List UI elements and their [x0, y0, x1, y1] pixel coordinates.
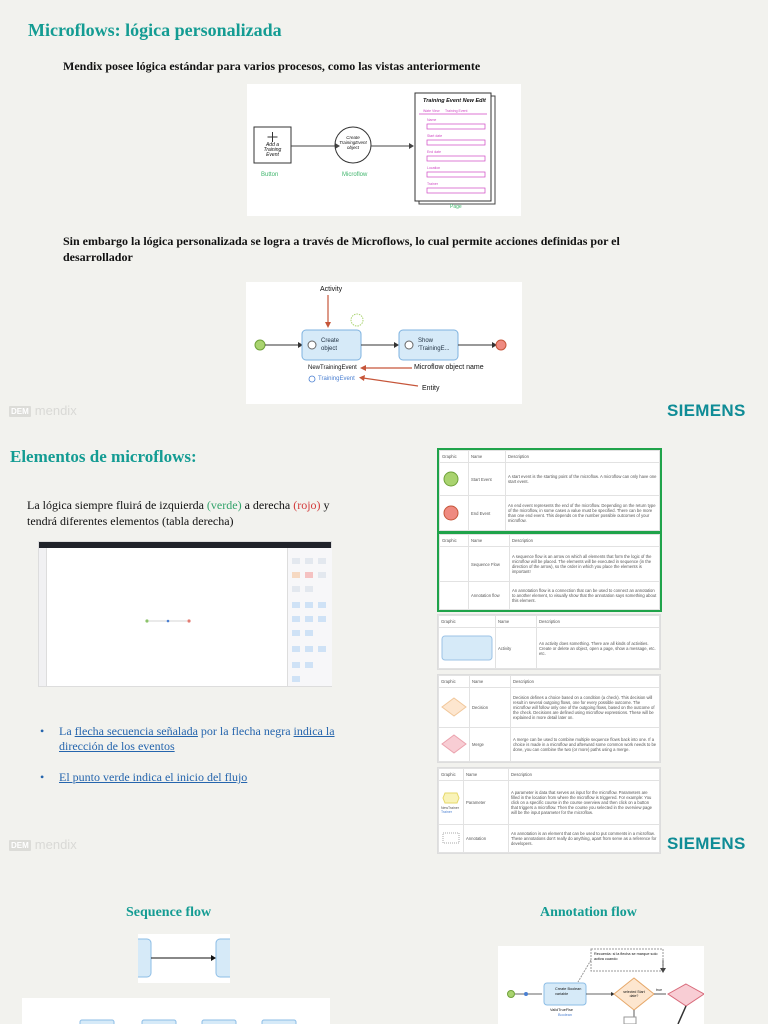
annotation-flow-desc: An annotation flow is a connection that can be used to connect an annotation to another element, to visually show that the annotation says something about this element. — [510, 582, 660, 610]
merge-icon — [439, 727, 470, 761]
activity-desc: An activity does something. There are all kinds of activities. Create or delete an object, open a page, show a message, etc. etc. — [537, 628, 660, 669]
annotation-flow-icon — [440, 582, 469, 610]
create-boolean-box: Create Boolean variable — [555, 987, 582, 996]
events-header-name: Name — [469, 451, 506, 463]
activity-header-graphic: Graphic — [439, 616, 496, 628]
studio-screenshot — [38, 541, 332, 687]
mendix-logo-2 — [9, 837, 77, 852]
merge-name: Merge — [470, 727, 511, 761]
flows-table — [437, 532, 662, 612]
entity-reference: TrainingEvent — [318, 376, 355, 382]
start-point-link[interactable]: El punto verde indica el inicio del flujo — [59, 770, 248, 784]
flows-header-name: Name — [469, 535, 510, 547]
page-field-1: Name — [427, 118, 437, 122]
end-event-name: End Event — [469, 496, 506, 531]
bullet-2-dot: • — [40, 770, 45, 784]
annotation-desc: An annotation is an element that can be used to put comments in a microflow. These annotations don't really do anything, apart from serve as a reference for developers. — [509, 824, 660, 852]
split-header-desc: Description — [511, 676, 660, 688]
sequence-flow-icon — [440, 547, 469, 582]
bullet-2-text — [59, 770, 340, 785]
parameter-desc: A parameter is data that serves as input for the microflow. Parameters are filled in the location from where the microflow is triggered. For example: You click on a specific course in the course overview and then click on a button that triggers a microflow. Then the course you selected in the overview page will be the input parameter for the microflow. — [509, 781, 660, 825]
end-event-icon — [440, 496, 469, 531]
annotation-note: Recuerda: si la flecha se marque solo activa cuando — [594, 952, 658, 961]
mendix-badge-1: DEM — [11, 407, 29, 417]
start-event-name: Start Event — [469, 463, 506, 496]
bullet-1-text — [59, 724, 340, 754]
activity-table — [437, 614, 661, 670]
parameter-graphic-label: NewTrainer — [441, 805, 459, 810]
microflow-circle-text: Create TrainingEvent object — [339, 135, 367, 150]
annotation-flow-diagram — [498, 946, 704, 1024]
microflow-diagram — [246, 282, 522, 404]
flows-header-graphic: Graphic — [440, 535, 469, 547]
split-header-name: Name — [470, 676, 511, 688]
mendix-wordmark-1: mendix — [34, 403, 77, 418]
activity-label: Activity — [320, 286, 343, 293]
desc-part1: La lógica siempre fluirá de izquierda — [27, 498, 207, 512]
params-header-name: Name — [464, 769, 509, 781]
annotation-flow-name: Annotation flow — [469, 582, 510, 610]
sequence-flow-title: Sequence flow — [126, 905, 212, 920]
page-field-5: Trainer — [427, 182, 438, 186]
siemens-logo-2: SIEMENS — [667, 834, 746, 853]
desc-part3: y tendrá diferentes elementos (tabla derecha) — [27, 498, 330, 528]
true-label: true — [656, 988, 663, 992]
slide2-description — [27, 497, 357, 529]
entity-label: Entity — [422, 385, 440, 392]
events-table — [437, 448, 662, 533]
button-box-text: Add a Training Event — [263, 142, 282, 158]
annotation-name: Annotation — [464, 824, 509, 852]
microflow-label: Microflow — [342, 172, 368, 178]
siemens-logo-1: SIEMENS — [667, 401, 746, 420]
page-field-3: End date — [427, 150, 442, 154]
object-name-label: Microflow object name — [414, 364, 484, 371]
parameter-graphic-type: Trainer — [441, 809, 452, 814]
page-field-4: Location — [427, 166, 441, 170]
start-event-desc: A start event is the starting point of the microflow. A microflow can only have one start event. — [506, 463, 660, 496]
page-tab-2: Training Event — [445, 109, 468, 113]
direction-link[interactable]: indica la dirección de los eventos — [59, 724, 335, 753]
desc-red: (rojo) — [293, 498, 321, 512]
mendix-badge-2: DEM — [11, 841, 29, 851]
parameter-icon — [439, 781, 464, 825]
params-header-graphic: Graphic — [439, 769, 464, 781]
decision-icon — [439, 688, 470, 728]
create-object-box: Create object — [321, 338, 340, 352]
button-label: Button — [261, 172, 279, 178]
bullet-1 — [40, 724, 340, 754]
standard-logic-diagram — [247, 84, 521, 216]
desc-green: (verde) — [206, 498, 242, 512]
page-tab-1: Wate View — [423, 109, 440, 113]
slide1-intro: Mendix posee lógica estándar para varios procesos, como las vistas anteriormente — [63, 59, 481, 73]
events-header-graphic: Graphic — [440, 451, 469, 463]
params-header-desc: Description — [509, 769, 660, 781]
page-label: Page — [450, 204, 462, 210]
slide1-title: Microflows: lógica personalizada — [28, 20, 282, 40]
desc-part2: a derecha — [241, 498, 294, 512]
activity-icon — [439, 628, 496, 669]
activity-header-name: Name — [496, 616, 537, 628]
activity-name: Activity — [496, 628, 537, 669]
decision-desc: Decision defines a choice based on a condition (a check). This decision will result in several outgoing flows, one for every possible outcome. The microflow will follow only one of the outgoing flows, based on the outcome of the check. Decisions are defined using microflow expressions. These will be explained in more detail later on. — [511, 688, 660, 728]
parameter-name: Parameter — [464, 781, 509, 825]
slide1-body: Sin embargo la lógica personalizada se logra a través de Microflows, lo cual permite acciones definidas por el desarrollador — [63, 234, 620, 264]
variable-name: NewTrainingEvent — [308, 365, 357, 371]
mendix-logo-1 — [9, 403, 77, 418]
sequence-flow-diagram-2 — [22, 998, 330, 1024]
annotation-flow-title: Annotation flow — [540, 905, 637, 920]
events-header-desc: Description — [506, 451, 660, 463]
bullet-1-dot: • — [40, 724, 45, 738]
decision-name: Decision — [470, 688, 511, 728]
slide2-title: Elementos de microflows: — [10, 447, 197, 466]
params-table — [437, 767, 661, 854]
sequence-arrow-link[interactable]: flecha secuencia señalada — [74, 724, 198, 738]
end-event-desc: An end event represents the end of the microflow. Depending on the return type of the microflow, in some cases a value must be specified. There can be more than one end event. This depends on the number possible outcomes of your microflow. — [506, 496, 660, 531]
variable-label-1: ValidTrueFlse — [550, 1008, 573, 1012]
bullet-2 — [40, 770, 340, 785]
activity-header-desc: Description — [537, 616, 660, 628]
flows-header-desc: Description — [510, 535, 660, 547]
bullet-1-mid: por la flecha negra — [197, 724, 294, 738]
start-event-icon — [440, 463, 469, 496]
split-table — [437, 674, 661, 763]
annotation-icon — [439, 824, 464, 852]
split-header-graphic: Graphic — [439, 676, 470, 688]
page-field-2: Start date — [427, 134, 443, 138]
sequence-flow-name: Sequence Flow — [469, 547, 510, 582]
page-title: Training Event New Edit — [423, 98, 486, 104]
decision-text: selected Start date? — [623, 990, 645, 998]
sequence-flow-desc: A sequence flow is an arrow on which all elements that form the logic of the microflow will be placed. The elements will be executed in sequence (in the direction of the arrow), so the order in which you place the elements is important! — [510, 547, 660, 582]
variable-label-2: Boolean — [558, 1013, 572, 1017]
show-page-box: Show 'TrainingE... — [418, 338, 450, 352]
bullet-1-pre: La — [59, 724, 75, 738]
merge-desc: A merge can be used to combine multiple sequence flows back into one. If a choice is made in a microflow and afterward some common work needs to be done, you can combine the two (or more) paths using a merge. — [511, 727, 660, 761]
sequence-flow-diagram — [138, 934, 230, 983]
mendix-wordmark-2: mendix — [34, 837, 77, 852]
